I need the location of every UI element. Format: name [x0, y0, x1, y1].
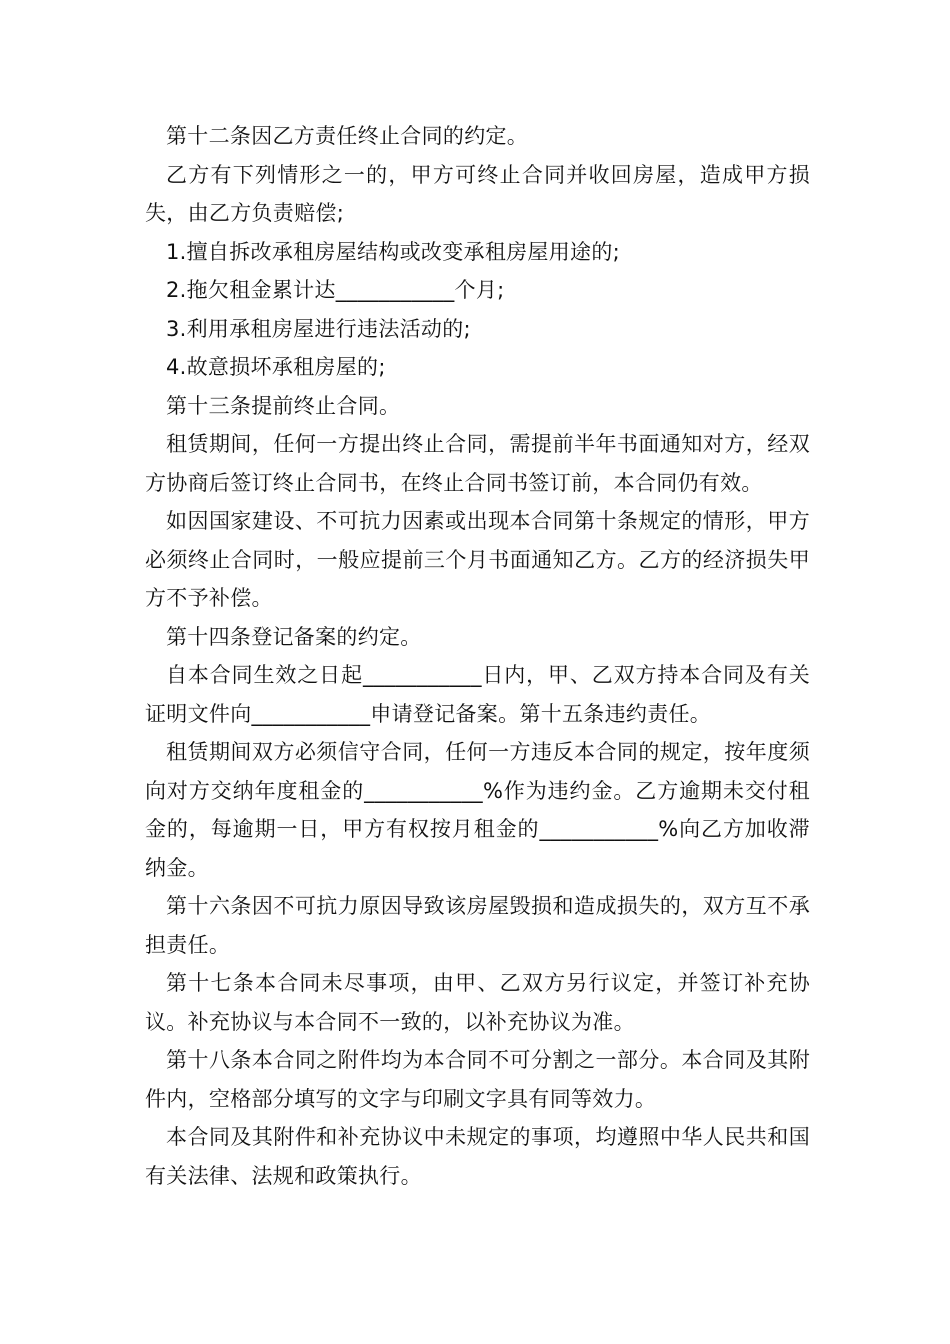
clause-12-item-1: 1.擅自拆改承租房屋结构或改变承租房屋用途的; [166, 239, 621, 264]
clause-15-body: 租赁期间双方必须信守合同，任何一方违反本合同的规定，按年度须向对方交纳年度租金的___________%作为违约金。乙方逾期未交付租金的，每逾期一日，甲方有权按月租金的___________%向乙方加收滞纳金。 [145, 740, 810, 880]
clause-12-item-3: 3.利用承租房屋进行违法活动的; [166, 316, 471, 341]
clause-12-intro: 乙方有下列情形之一的，甲方可终止合同并收回房屋，造成甲方损失，由乙方负责赔偿; [145, 162, 810, 225]
clause-17: 第十七条本合同未尽事项，由甲、乙双方另行议定，并签订补充协议。补充协议与本合同不一致的，以补充协议为准。 [145, 971, 810, 1034]
clause-14-heading: 第十四条登记备案的约定。 [166, 624, 422, 649]
document-body [145, 117, 810, 1195]
clause-13-paragraph-1: 租赁期间，任何一方提出终止合同，需提前半年书面通知对方，经双方协商后签订终止合同书，在终止合同书签订前，本合同仍有效。 [145, 432, 810, 495]
clause-13-heading: 第十三条提前终止合同。 [166, 393, 401, 418]
clause-13-paragraph-2: 如因国家建设、不可抗力因素或出现本合同第十条规定的情形，甲方必须终止合同时，一般应提前三个月书面通知乙方。乙方的经济损失甲方不予补偿。 [145, 509, 810, 610]
clause-14-body: 自本合同生效之日起___________日内，甲、乙双方持本合同及有关证明文件向___________申请登记备案。第十五条违约责任。 [145, 663, 810, 726]
clause-16: 第十六条因不可抗力原因导致该房屋毁损和造成损失的，双方互不承担责任。 [145, 894, 810, 957]
closing-paragraph: 本合同及其附件和补充协议中未规定的事项，均遵照中华人民共和国有关法律、法规和政策执行。 [145, 1125, 810, 1188]
clause-12-item-4: 4.故意损坏承租房屋的; [166, 355, 386, 379]
clause-12-item-2: 2.拖欠租金累计达___________个月; [166, 278, 505, 302]
clause-18: 第十八条本合同之附件均为本合同不可分割之一部分。本合同及其附件内，空格部分填写的文字与印刷文字具有同等效力。 [145, 1048, 810, 1111]
clause-12-heading: 第十二条因乙方责任终止合同的约定。 [166, 124, 529, 148]
